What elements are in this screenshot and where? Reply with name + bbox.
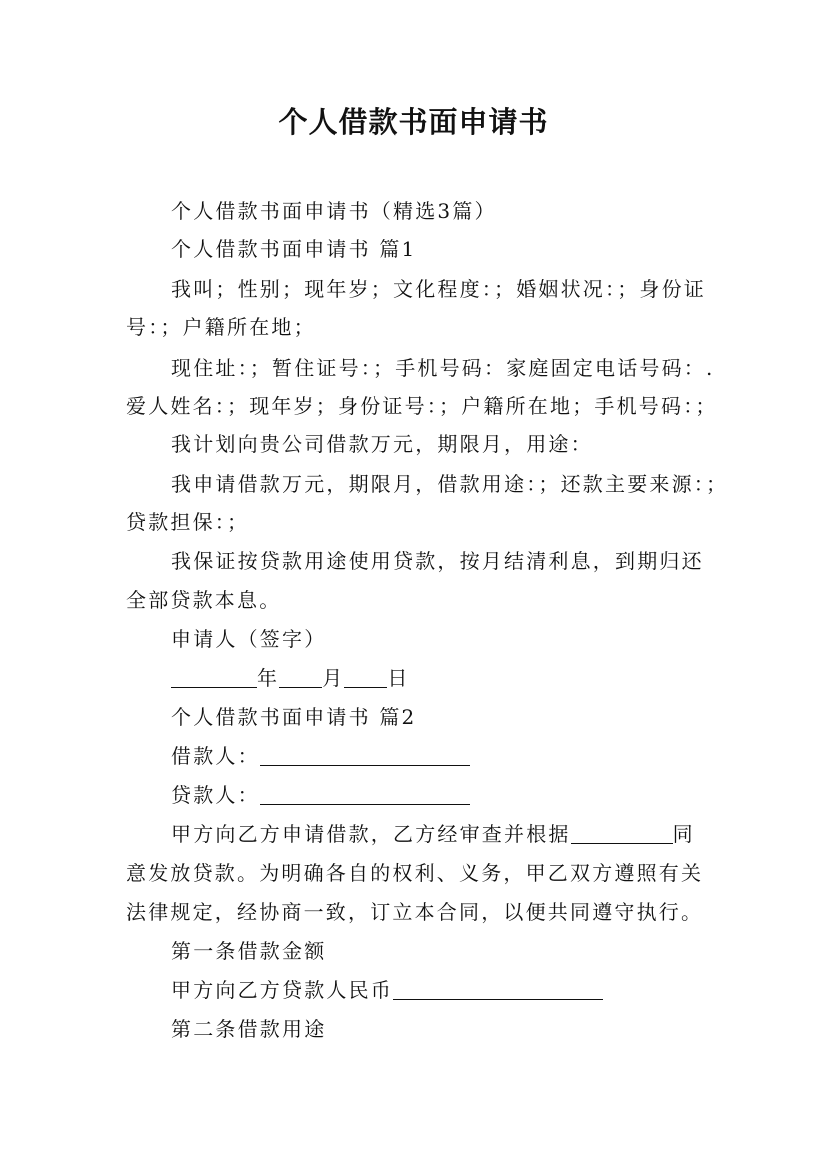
document-title: 个人借款书面申请书 xyxy=(278,105,549,139)
amount-line xyxy=(171,974,603,1006)
borrower-label: 借款人： xyxy=(171,744,260,768)
paragraph-line: 法律规定，经协商一致，订立本合同，以便共同遵守执行。 xyxy=(126,900,704,924)
month-blank xyxy=(279,665,322,688)
day-label: 日 xyxy=(387,666,410,690)
basis-blank xyxy=(571,821,673,844)
lender-label: 贷款人： xyxy=(171,783,260,807)
section-heading-1: 个人借款书面申请书 篇1 xyxy=(171,237,417,261)
article-heading: 第二条借款用途 xyxy=(171,1017,327,1041)
month-label: 月 xyxy=(322,666,345,690)
paragraph-line: 我申请借款万元，期限月，借款用途：；还款主要来源：； xyxy=(171,472,729,496)
year-blank xyxy=(171,665,257,688)
paragraph-line: 我保证按贷款用途使用贷款，按月结清利息，到期归还 xyxy=(171,549,704,573)
lender-blank xyxy=(260,782,470,805)
section-heading-2: 个人借款书面申请书 篇2 xyxy=(171,705,417,729)
paragraph-text: 甲方向乙方申请借款，乙方经审查并根据 xyxy=(171,822,571,846)
article-heading: 第一条借款金额 xyxy=(171,939,327,963)
date-line xyxy=(171,662,410,694)
borrower-blank xyxy=(260,743,470,766)
paragraph-line: 意发放贷款。为明确各自的权利、义务，甲乙双方遵照有关 xyxy=(126,861,704,885)
borrower-line xyxy=(171,740,470,772)
paragraph-line xyxy=(171,818,695,850)
paragraph-line: 我叫；性别；现年岁；文化程度：；婚姻状况：；身份证 xyxy=(171,277,706,301)
paragraph-line: 现住址：；暂住证号：；手机号码：家庭固定电话号码：. xyxy=(171,356,715,380)
signature-label: 申请人（签字） xyxy=(171,627,327,651)
subtitle-line: 个人借款书面申请书（精选3篇） xyxy=(171,199,497,223)
lender-line xyxy=(171,779,470,811)
paragraph-text: 同 xyxy=(672,822,695,846)
amount-label: 甲方向乙方贷款人民币 xyxy=(171,978,393,1002)
paragraph-line: 爱人姓名：；现年岁；身份证号：；户籍所在地；手机号码：； xyxy=(126,394,718,418)
paragraph-line: 我计划向贵公司借款万元，期限月，用途： xyxy=(171,432,593,456)
year-label: 年 xyxy=(257,666,280,690)
paragraph-line: 贷款担保：； xyxy=(126,510,250,534)
day-blank xyxy=(344,665,387,688)
paragraph-line: 号：；户籍所在地； xyxy=(126,315,316,339)
amount-blank xyxy=(393,977,603,1000)
paragraph-line: 全部贷款本息。 xyxy=(126,588,282,612)
